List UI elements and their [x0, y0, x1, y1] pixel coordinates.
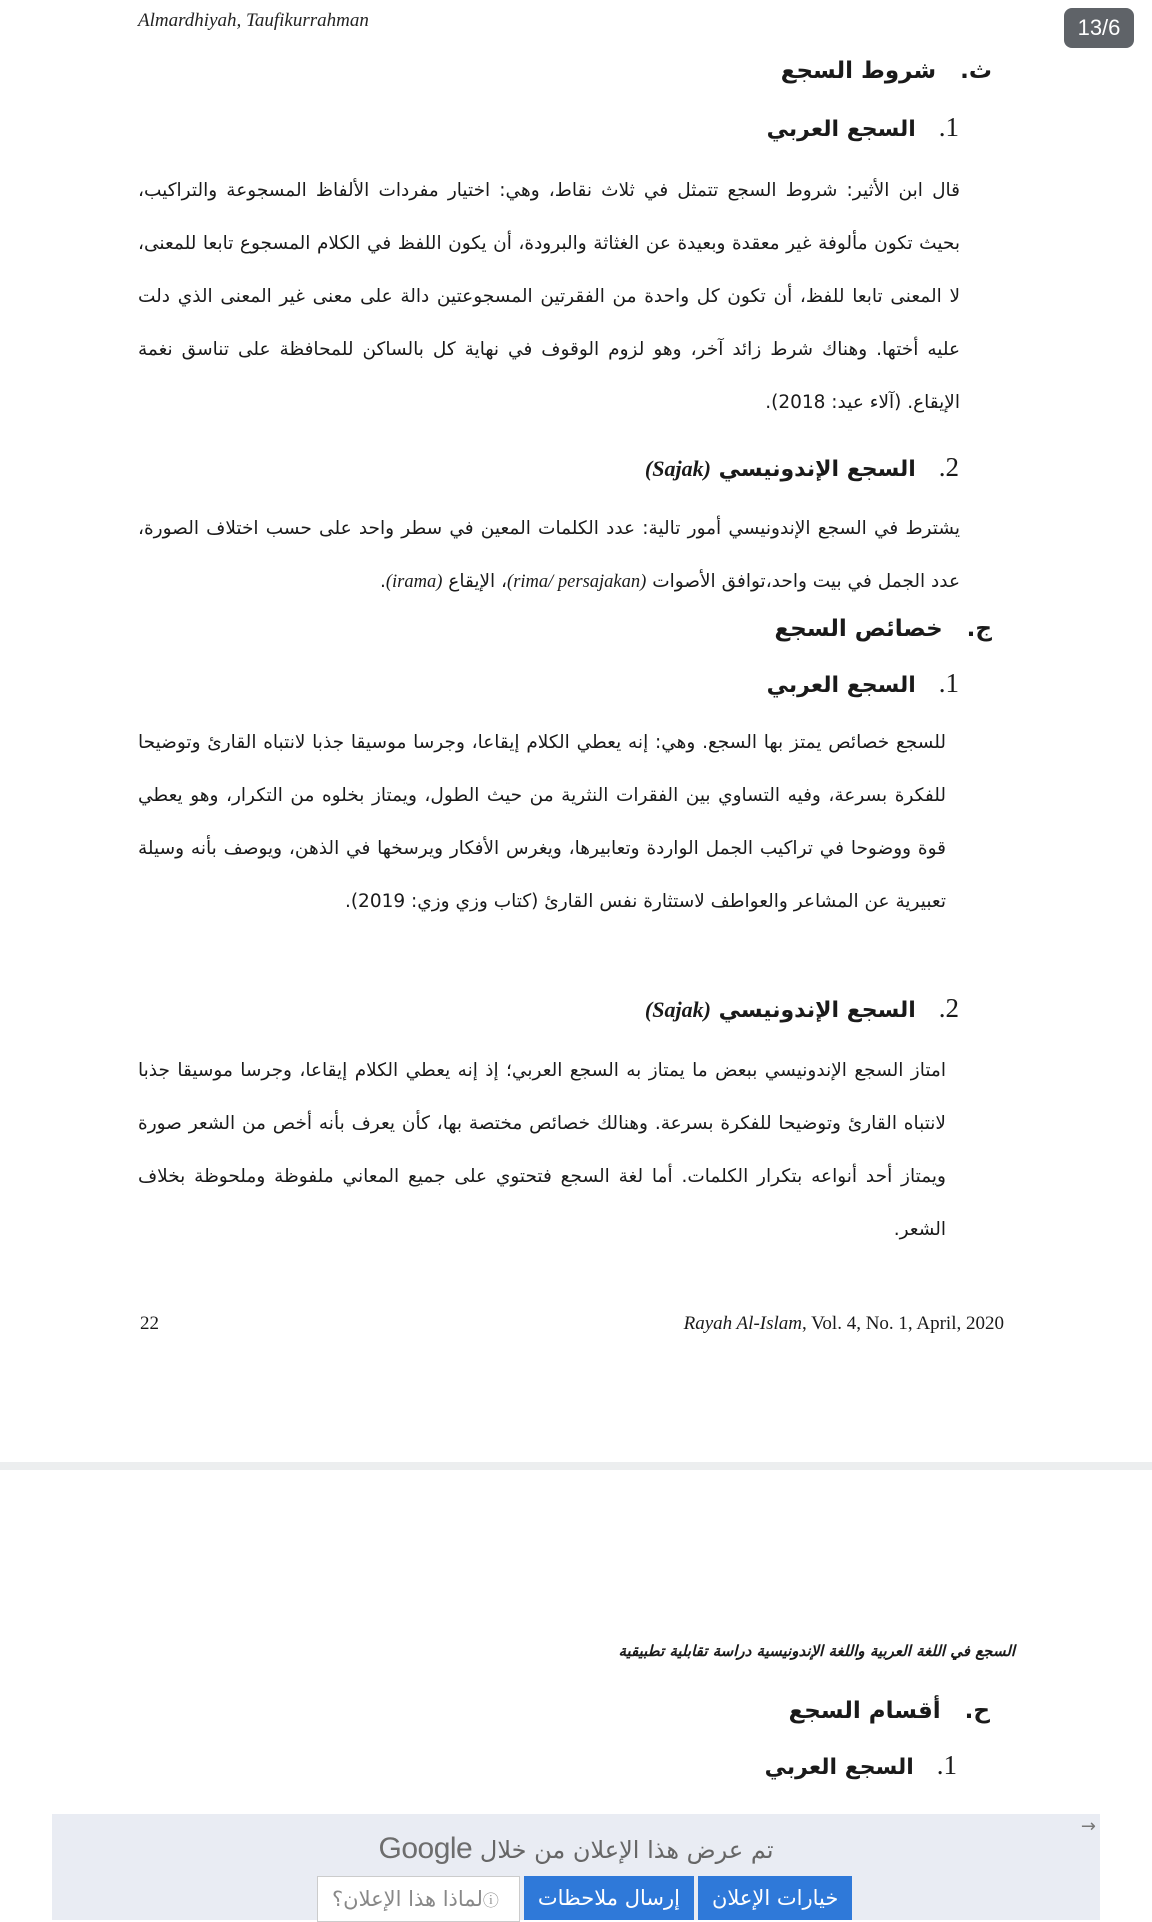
google-logo: Google — [378, 1832, 473, 1865]
subheading-indonesian-sajak-1: 2. السجع الإندونيسي (Sajak) — [644, 452, 959, 482]
paragraph-characteristics-indonesian: امتاز السجع الإندونيسي ببعض ما يمتاز به السجع العربي؛ إذ إنه يعطي الكلام إيقاعا، وجرسا موسيقا جذبا لانتباه القارئ وتوضيحا للفكرة بسرعة. وهنالك خصائص مختصة بها، كأن يعرف بأنه أخص من الشعر صورة ويمتاز أحد أنواعه بتكرار الكلمات. أما لغة السجع فتحتوي على جميع المعاني ملفوظة وملحوظة بخلاف الشعر. — [138, 1060, 946, 1240]
ad-attribution: تم عرض هذا الإعلان من خلال Google — [378, 1832, 774, 1865]
footer-journal-citation: Rayah Al-Islam, Vol. 4, No. 1, April, 2020 — [683, 1313, 1004, 1334]
ad-button-row — [317, 1876, 852, 1922]
section-letter: ث. — [960, 58, 992, 84]
running-header-title: السجع في اللغة العربية واللغة الإندونيسية دراسة تقابلية تطبيقية — [618, 1642, 1015, 1660]
section-letter: ج. — [966, 616, 992, 642]
ad-dismiss-icon[interactable]: → — [1080, 1816, 1096, 1837]
subheading-arabic-sajak-3: 1. السجع العربي — [764, 1750, 957, 1780]
info-icon: ⓘ — [482, 1890, 499, 1910]
section-heading-characteristics — [775, 616, 992, 642]
page-separator — [0, 1462, 1152, 1470]
subheading-indonesian-sajak-2: 2. السجع الإندونيسي (Sajak) — [644, 993, 959, 1023]
send-feedback-button[interactable]: إرسال ملاحظات — [524, 1876, 694, 1920]
why-this-ad-button[interactable]: ⓘ لماذا هذا الإعلان؟ — [317, 1876, 520, 1922]
ad-options-button[interactable]: خيارات الإعلان — [698, 1876, 852, 1920]
running-header-authors: Almardhiyah, Taufikurrahman — [138, 10, 369, 31]
section-title: خصائص السجع — [774, 616, 943, 642]
page-counter-badge[interactable]: 13/6 — [1064, 8, 1134, 48]
ad-banner — [52, 1814, 1100, 1920]
section-heading-conditions — [781, 58, 992, 84]
paragraph-conditions-indonesian: يشترط في السجع الإندونيسي أمور تالية: عدد الكلمات المعين في سطر واحد على حسب اختلاف الصورة، عدد الجمل في بيت واحد،توافق الأصوات (rima/ persajakan)، الإيقاع (irama). — [138, 518, 960, 592]
section-title: شروط السجع — [780, 58, 937, 84]
paragraph-conditions-arabic: قال ابن الأثير: شروط السجع تتمثل في ثلاث نقاط، وهي: اختيار مفردات الألفاظ المسجوعة والتراكيب، بحيث تكون مألوفة غير معقدة وبعيدة عن الغثاثة والبرودة، أن يكون اللفظ في الكلام المسجوع تابعا للمعنى، لا المعنى تابعا للفظ، أن تكون كل واحدة من الفقرتين المسجوعتين دالة على معنى غير المعنى الذي دلت عليه أختها. وهناك شرط زائد آخر، وهو لزوم الوقوف في نهاية كل بالساكن للمحافظة على تناسق نغمة الإيقاع. (آلاء عيد: 2018). — [138, 180, 960, 413]
section-heading-types: ح. أقسام السجع — [788, 1698, 990, 1724]
paragraph-characteristics-arabic: للسجع خصائص يمتز بها السجع. وهي: إنه يعطي الكلام إيقاعا، وجرسا موسيقا جذبا لانتباه القارئ وتوضيحا للفكرة بسرعة، وفيه التساوي بين الفقرات النثرية من حيث الطول، ويمتاز بخلوه من التكرار، وهو يعطي قوة ووضوحا في تراكيب الجمل الواردة وتعابيرها، ويغرس الأفكار ويرسخها في الذهن، ويوصف بأنه وسيلة تعبيرية عن المشاعر والعواطف لاستثارة نفس القارئ (كتاب وزي وزي: 2019). — [138, 732, 946, 912]
footer-page-number: 22 — [140, 1313, 159, 1334]
subheading-arabic-sajak-1: 1. السجع العربي — [766, 112, 959, 142]
subheading-arabic-sajak-2: 1. السجع العربي — [766, 668, 959, 698]
